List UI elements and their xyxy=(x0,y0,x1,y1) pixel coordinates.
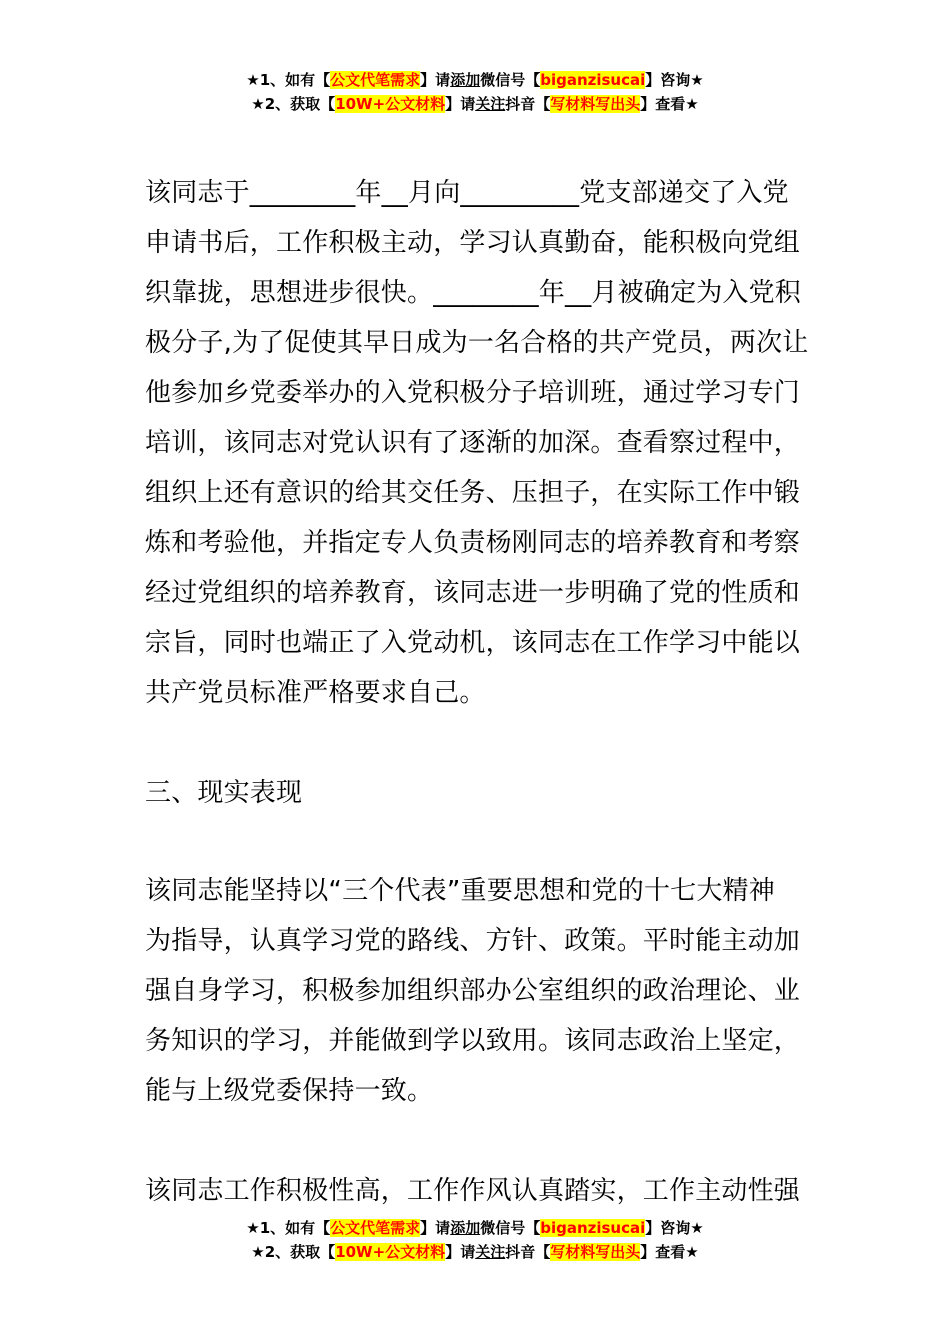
text-line: 经过党组织的培养教育，该同志进一步明确了党的性质和 xyxy=(145,578,801,608)
text-line: 炼和考验他，并指定专人负责杨刚同志的培养教育和考察 xyxy=(145,528,801,558)
banner-highlight: 公文代笔需求 xyxy=(330,71,421,89)
paragraph-1 xyxy=(145,168,810,718)
text-line: 共产党员标准严格要求自己。 xyxy=(145,678,486,708)
banner-emphasis: 关注 xyxy=(475,1243,506,1261)
banner-highlight: biganzisucai xyxy=(540,1219,646,1237)
banner-highlight: 10W+公文材料 xyxy=(335,1243,446,1261)
heading-text: 三、现实表现 xyxy=(145,778,303,808)
header-banner xyxy=(0,68,950,116)
footer-banner xyxy=(0,1216,950,1264)
text-line: 组织上还有意识的给其交任务、压担子，在实际工作中锻 xyxy=(145,478,801,508)
paragraph-3 xyxy=(145,1166,810,1216)
text-line: 强自身学习，积极参加组织部办公室组织的政治理论、业 xyxy=(145,976,801,1006)
text-line: 极分子,为了促使其早日成为一名合格的共产党员，两次让 xyxy=(145,328,809,358)
text-line: 宗旨，同时也端正了入党动机，该同志在工作学习中能以 xyxy=(145,628,801,658)
text-line: 该同志于________年__月向_________党支部递交了入党 xyxy=(145,178,789,208)
text-line: 该同志能坚持以“三个代表”重要思想和党的十七大精神 xyxy=(145,876,775,906)
text-line: 能与上级党委保持一致。 xyxy=(145,1076,434,1106)
section-heading xyxy=(145,768,810,818)
banner-emphasis: 添加 xyxy=(450,1219,481,1237)
banner-line-1: ★1、如有【公文代笔需求】请添加微信号【biganzisucai】咨询★ xyxy=(246,71,704,89)
banner-highlight: biganzisucai xyxy=(540,71,646,89)
banner-highlight: 10W+公文材料 xyxy=(335,95,446,113)
banner-emphasis: 关注 xyxy=(475,95,506,113)
paragraph-2 xyxy=(145,866,810,1116)
text-line: 培训，该同志对党认识有了逐渐的加深。查看察过程中， xyxy=(145,428,801,458)
text-line: 为指导，认真学习党的路线、方针、政策。平时能主动加 xyxy=(145,926,801,956)
text-line: 申请书后，工作积极主动，学习认真勤奋，能积极向党组 xyxy=(145,228,801,258)
banner-line-2: ★2、获取【10W+公文材料】请关注抖音【写材料写出头】查看★ xyxy=(251,1243,699,1261)
banner-highlight: 写材料写出头 xyxy=(550,95,641,113)
text-line: 他参加乡党委举办的入党积极分子培训班，通过学习专门 xyxy=(145,378,801,408)
banner-emphasis: 添加 xyxy=(450,71,481,89)
text-line: 务知识的学习，并能做到学以致用。该同志政治上坚定， xyxy=(145,1026,801,1056)
text-line: 该同志工作积极性高，工作作风认真踏实，工作主动性强 xyxy=(145,1176,801,1206)
banner-line-1: ★1、如有【公文代笔需求】请添加微信号【biganzisucai】咨询★ xyxy=(246,1219,704,1237)
banner-highlight: 写材料写出头 xyxy=(550,1243,641,1261)
banner-line-2: ★2、获取【10W+公文材料】请关注抖音【写材料写出头】查看★ xyxy=(251,95,699,113)
text-line: 织靠拢，思想进步很快。________年__月被确定为入党积 xyxy=(145,278,802,308)
banner-highlight: 公文代笔需求 xyxy=(330,1219,421,1237)
